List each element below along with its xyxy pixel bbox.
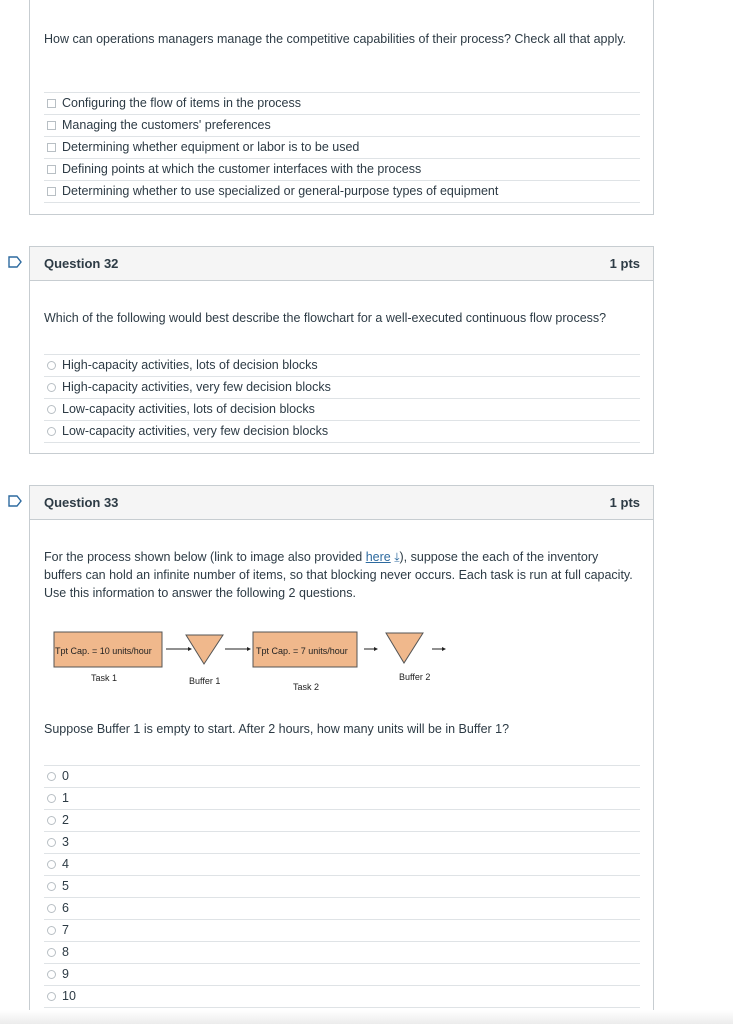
image-link[interactable]: here [365,550,391,564]
buffer-2-triangle [386,633,423,663]
checkbox[interactable] [47,99,56,108]
flag-question-icon[interactable] [8,256,22,268]
radio-button[interactable] [47,427,56,436]
checkbox[interactable] [47,165,56,174]
answer-option[interactable]: 1 [44,787,640,809]
task-1-label: Task 1 [91,673,118,683]
checkbox[interactable] [47,187,56,196]
answer-option[interactable]: 9 [44,963,640,985]
download-icon[interactable]: ⤓ [394,550,400,564]
radio-button[interactable] [47,992,56,1001]
radio-button[interactable] [47,772,56,781]
question-32-card [29,246,654,454]
bottom-fade [0,1010,733,1024]
task-2-capacity: Tpt Cap. = 7 units/hour [256,646,348,656]
answer-option[interactable]: High-capacity activities, very few decision blocks [44,376,640,398]
buffer-1-triangle [186,635,223,664]
buffer-1-label: Buffer 1 [189,676,221,686]
radio-button[interactable] [47,970,56,979]
question-32-answers [44,354,640,443]
answer-option[interactable]: Low-capacity activities, lots of decision blocks [44,398,640,420]
checkbox[interactable] [47,143,56,152]
question-33-title: Question 33 [44,495,119,510]
question-33-answers [44,765,640,1008]
radio-button[interactable] [47,405,56,414]
question-31-answers [44,92,640,203]
radio-button[interactable] [47,816,56,825]
answer-option[interactable]: 0 [44,765,640,787]
question-31-card [29,0,654,215]
answer-option[interactable]: 3 [44,831,640,853]
task-1-capacity: Tpt Cap. = 10 units/hour [55,646,152,656]
question-33-points: 1 pts [609,495,640,510]
answer-option[interactable]: 2 [44,809,640,831]
question-33-text: For the process shown below (link to image also provided here ⤓), suppose the each of the inventory buffers can hold an infinite number of items, so that blocking never occurs. Each task is run at full capacity. Use this information to answer the following 2 questions. [44,550,633,600]
question-33-subquestion: Suppose Buffer 1 is empty to start. After 2 hours, how many units will be in Buffer 1? [44,722,510,736]
radio-button[interactable] [47,383,56,392]
answer-option[interactable]: 5 [44,875,640,897]
answer-option[interactable]: Configuring the flow of items in the process [44,92,640,114]
answer-option[interactable]: Determining whether equipment or labor is to be used [44,136,640,158]
answer-option[interactable]: Low-capacity activities, very few decision blocks [44,420,640,443]
radio-button[interactable] [47,948,56,957]
answer-option[interactable]: 4 [44,853,640,875]
flag-question-icon[interactable] [8,495,22,507]
buffer-2-label: Buffer 2 [399,672,431,682]
radio-button[interactable] [47,904,56,913]
answer-option[interactable]: 6 [44,897,640,919]
question-32-title: Question 32 [44,256,119,271]
radio-button[interactable] [47,926,56,935]
question-31-text: How can operations managers manage the competitive capabilities of their process? Check all that apply. [44,32,627,46]
answer-option[interactable]: 7 [44,919,640,941]
radio-button[interactable] [47,882,56,891]
process-diagram [48,626,468,696]
answer-option[interactable]: 8 [44,941,640,963]
question-32-text: Which of the following would best describe the flowchart for a well-executed continuous flow process? [44,311,607,325]
radio-button[interactable] [47,838,56,847]
answer-option[interactable]: Managing the customers' preferences [44,114,640,136]
answer-option[interactable]: 10 [44,985,640,1008]
answer-option[interactable]: Determining whether to use specialized or general-purpose types of equipment [44,180,640,203]
question-32-points: 1 pts [609,256,640,271]
answer-option[interactable]: High-capacity activities, lots of decision blocks [44,354,640,376]
question-33-header [30,486,653,520]
question-33-card [29,485,654,1017]
question-32-header [30,247,653,281]
task-2-label: Task 2 [293,682,320,692]
radio-button[interactable] [47,361,56,370]
radio-button[interactable] [47,794,56,803]
answer-option[interactable]: Defining points at which the customer interfaces with the process [44,158,640,180]
radio-button[interactable] [47,860,56,869]
checkbox[interactable] [47,121,56,130]
